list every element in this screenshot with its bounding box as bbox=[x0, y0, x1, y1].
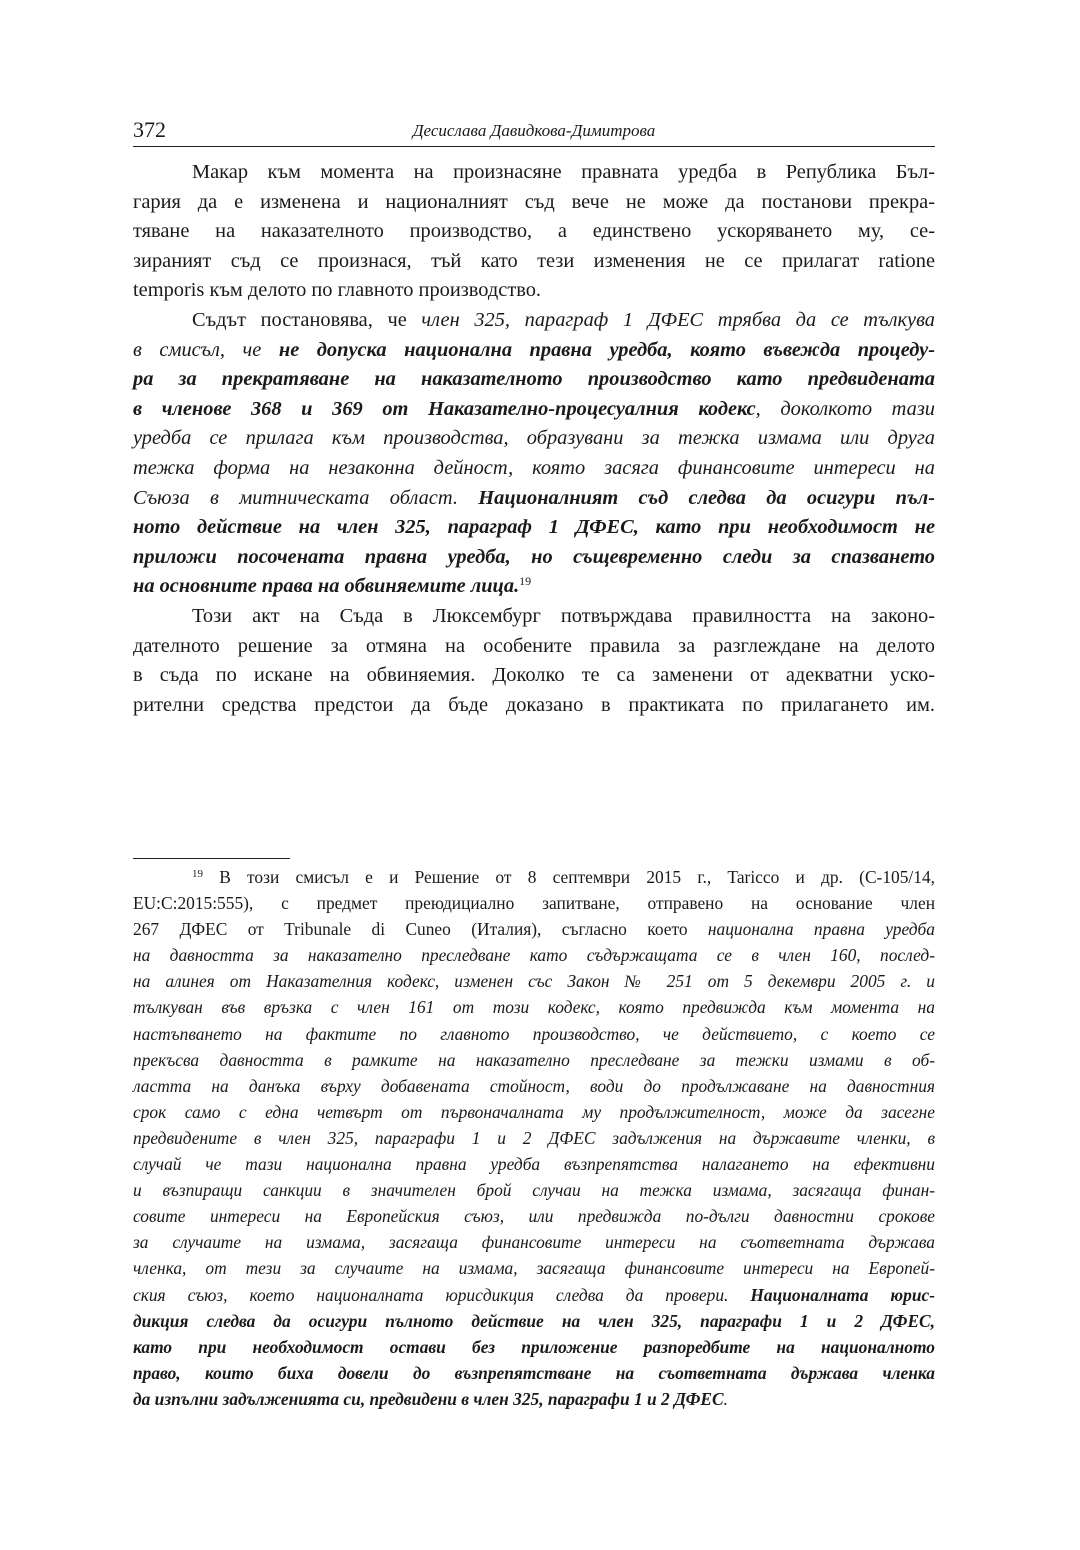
main-text bbox=[133, 158, 935, 720]
bold-italic-run: приложи посочената правна уредба, но същевременно следи за спазването bbox=[133, 545, 935, 568]
footnote-line: совите интереси на Европейския съюз, или предвижда по-дълги давностни срокове bbox=[133, 1206, 935, 1227]
bold-italic-run: да изпълни задълженията си, предвидени в член 325, параграфи 1 и 2 ДФЕС bbox=[133, 1388, 724, 1409]
italic-run: национална правна уредба bbox=[707, 919, 935, 940]
footnote-line bbox=[133, 916, 935, 942]
bold-italic-run: дикция следва да осигури пълното действие на член 325, параграфи 1 и 2 ДФЕС, bbox=[133, 1310, 935, 1331]
italic-run: Съюза в митническата област. bbox=[133, 486, 479, 509]
footnote-line: на давността за наказателно преследване като съдържащата се в член 160, послед- bbox=[133, 945, 935, 966]
plain-run: 267 ДФЕС от Tribunale di Cuneo (Италия), съгласно което bbox=[133, 919, 708, 940]
paragraph-3 bbox=[133, 602, 935, 720]
footnote-line: за случаите на измама, засягаща финансовите интереси на съответната държава bbox=[133, 1232, 935, 1253]
text-line: гария да е изменена и националният съд вече не може да постанови прекра- bbox=[133, 190, 935, 213]
text-line: зираният съд се произнася, тъй като тези изменения не се прилагат ratione bbox=[133, 249, 935, 272]
plain-run: Съдът постановява, че bbox=[192, 308, 422, 331]
text-line bbox=[133, 395, 935, 425]
bold-italic-run: Националният съд следва да осигури пъл- bbox=[478, 486, 935, 509]
footnote-19 bbox=[133, 864, 935, 1412]
text-line: рителни средства предстои да бъде доказано в практиката по прилагането им. bbox=[133, 693, 935, 716]
footnote-line bbox=[133, 864, 935, 890]
bold-italic-run: ра за прекратяване на наказателното производство като предвидената bbox=[133, 368, 935, 391]
footnote-line: и възпиращи санкции в значителен брой случаи на тежка измама, засягаща финан- bbox=[133, 1180, 935, 1201]
footnote-line bbox=[133, 1386, 935, 1412]
paragraph-2 bbox=[133, 306, 935, 602]
text-line: Този акт на Съда в Люксембург потвърждава правилността на законо- bbox=[192, 604, 935, 627]
paragraph-1 bbox=[133, 158, 935, 306]
bold-italic-run: в членове 368 и 369 от Наказателно-процесуалния кодекс bbox=[133, 397, 756, 420]
footnote-line: предвидените в член 325, параграфи 1 и 2 ДФЕС задължения на държавите членки, в bbox=[133, 1127, 935, 1148]
footnote-separator bbox=[133, 858, 290, 859]
italic-run: , доколкото тази bbox=[755, 397, 935, 420]
footnote-line: случай че тази национална правна уредба възпрепятства налагането на ефективни bbox=[133, 1154, 935, 1175]
italic-run: . bbox=[723, 1388, 728, 1409]
footnote-line: членка, от тези за случаите на измама, засягаща финансовите интереси на Европей- bbox=[133, 1258, 935, 1279]
text-line bbox=[133, 336, 935, 366]
bold-italic-run: ното действие на член 325, параграф 1 ДФЕС, като при необходимост не bbox=[133, 516, 935, 539]
text-line: Макар към момента на произнасяне правната уредба в Република Бъл- bbox=[192, 161, 935, 183]
footnote-line bbox=[133, 1360, 935, 1386]
text-line: тежка форма на незаконна дейност, която засяга финансовите интереси на bbox=[133, 456, 935, 479]
italic-run: ския съюз, което националната юрисдикция следва да провери. bbox=[133, 1284, 751, 1305]
footnote-line bbox=[133, 1282, 935, 1308]
bold-italic-run: Националната юрис- bbox=[750, 1284, 935, 1305]
bold-italic-run: право, които биха довели до възпрепятстване на съответната държава членка bbox=[133, 1362, 935, 1383]
text-line: уредба се прилага към производства, образувани за тежка измама или друга bbox=[133, 427, 935, 450]
text-line bbox=[133, 543, 935, 573]
text-line bbox=[133, 572, 935, 602]
text-line bbox=[133, 306, 935, 336]
text-line: дателното решение за отмяна на особените правила за разглеждане на делото bbox=[133, 634, 935, 657]
text-line: в съда по искане на обвиняемия. Доколко те са заменени от адекватни уско- bbox=[133, 664, 935, 687]
footnote-reference[interactable]: 19 bbox=[519, 574, 532, 589]
page-number: 372 bbox=[133, 117, 166, 142]
footnote-line bbox=[133, 1308, 935, 1334]
footnote-line: на алинея от Наказателния кодекс, изменен със Закон № 251 от 5 декември 2005 г. и bbox=[133, 971, 935, 992]
text-line bbox=[133, 513, 935, 543]
page-header bbox=[133, 116, 935, 147]
text-line: temporis към делото по главното производство. bbox=[133, 279, 542, 302]
bold-italic-run: на основните права на обвиняемите лица. bbox=[133, 575, 520, 598]
italic-run: член 325, параграф 1 ДФЕС трябва да се тълкува bbox=[421, 308, 935, 331]
bold-italic-run: не допуска национална правна уредба, която въвежда процеду- bbox=[278, 338, 935, 361]
footnote-line: тълкуван във връзка с член 161 от този кодекс, която предвижда към момента на bbox=[133, 997, 935, 1018]
text-line: тяване на наказателното производство, а единствено ускоряването му, се- bbox=[133, 220, 935, 243]
footnote-line: настъпването на фактите по главното производство, че действието, с което се bbox=[133, 1023, 935, 1044]
footnote-line: EU:C:2015:555), с предмет преюдициално запитване, отправено на основание член bbox=[133, 893, 935, 914]
text-line bbox=[133, 365, 935, 395]
plain-run: В този смисъл е и Решение от 8 септември 2015 г., Taricco и др. (C-105/14, bbox=[219, 867, 935, 887]
italic-run: в смисъл, че bbox=[133, 338, 279, 361]
footnote-line: срок само с една четвърт от първоначалната му продължителност, може да засегне bbox=[133, 1101, 935, 1122]
text-line bbox=[133, 484, 935, 514]
bold-italic-run: като при необходимост остави без приложение разпоредбите на националното bbox=[133, 1336, 935, 1357]
footnote-number: 19 bbox=[192, 868, 203, 880]
footnote-line bbox=[133, 1334, 935, 1360]
running-head-author: Десислава Давидкова-Димитрова bbox=[412, 121, 656, 140]
footnote-line: ластта на данъка върху добавената стойност, води до продължаване на давностния bbox=[133, 1075, 935, 1096]
footnote-line: прекъсва давността в рамките на наказателно преследване за тежки измами в об- bbox=[133, 1049, 935, 1070]
